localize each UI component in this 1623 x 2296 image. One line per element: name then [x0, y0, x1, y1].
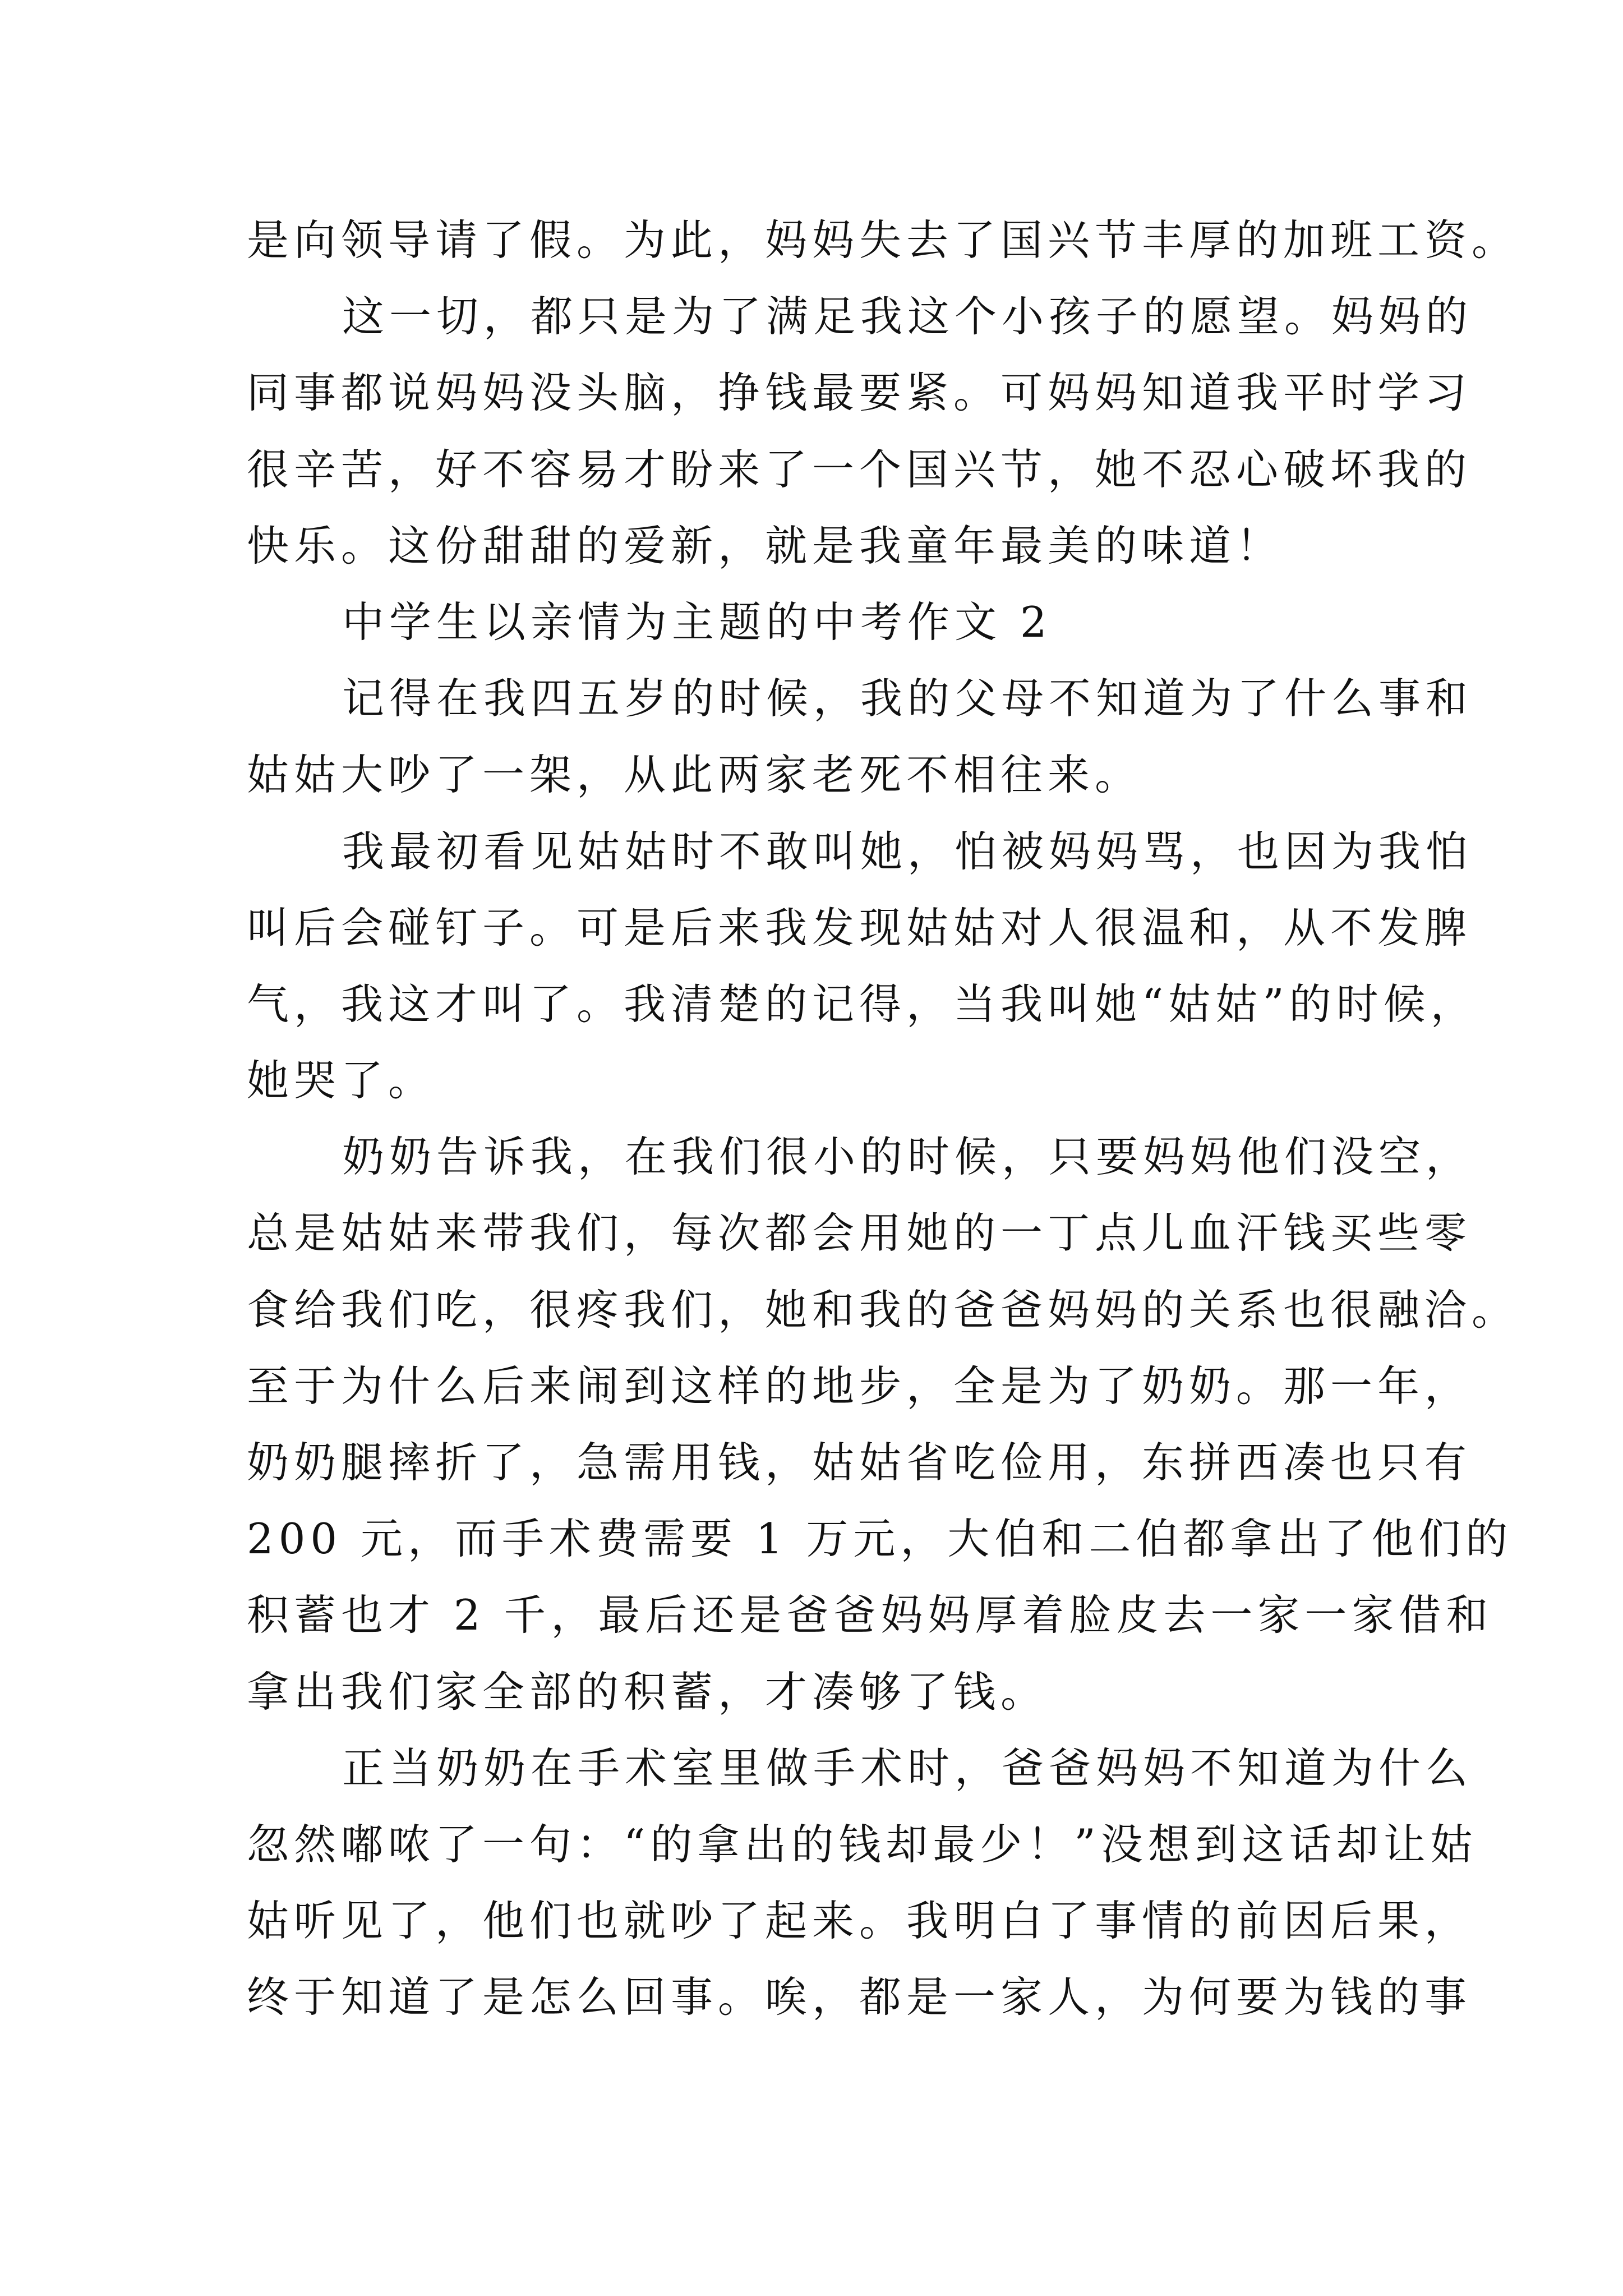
- text-line: 快乐。这份甜甜的爱新，就是我童年最美的味道！: [247, 521, 1284, 570]
- text-line: 同事都说妈妈没头脑，挣钱最要紧。可妈妈知道我平时学习: [247, 368, 1472, 418]
- text-line: 食给我们吃，很疼我们，她和我的爸爸妈妈的关系也很融洽。: [247, 1285, 1519, 1335]
- text-line: 忽然嘟哝了一句：“的拿出的钱却最少！”没想到这话却让姑: [247, 1819, 1478, 1869]
- text-line: 总是姑姑来带我们，每次都会用她的一丁点儿血汗钱买些零: [247, 1208, 1472, 1258]
- text-line: 我最初看见姑姑时不敢叫她，怕被妈妈骂，也因为我怕: [342, 826, 1473, 876]
- essay-body: [247, 202, 1519, 2036]
- text-line: 她哭了。: [247, 1056, 436, 1106]
- text-line: 奶奶告诉我，在我们很小的时候，只要妈妈他们没空，: [342, 1132, 1473, 1182]
- text-line: 很辛苦，好不容易才盼来了一个国兴节，她不忍心破坏我的: [247, 444, 1472, 494]
- text-line: 气，我这才叫了。我清楚的记得，当我叫她“姑姑”的时候，: [247, 979, 1478, 1029]
- text-line: 积蓄也才 2 千，最后还是爸爸妈妈厚着脸皮去一家一家借和: [247, 1590, 1493, 1640]
- text-line: 正当奶奶在手术室里做手术时，爸爸妈妈不知道为什么: [342, 1743, 1473, 1793]
- text-line: 是向领导请了假。为此，妈妈失去了国兴节丰厚的加班工资。: [247, 215, 1519, 265]
- text-line: 200 元，而手术费需要 1 万元，大伯和二伯都拿出了他们的: [247, 1514, 1513, 1564]
- essay-heading: 中学生以亲情为主题的中考作文 2: [342, 597, 1052, 647]
- text-line: 至于为什么后来闹到这样的地步，全是为了奶奶。那一年，: [247, 1361, 1472, 1411]
- text-line: 姑听见了，他们也就吵了起来。我明白了事情的前因后果，: [247, 1896, 1472, 1946]
- text-line: 这一切，都只是为了满足我这个小孩子的愿望。妈妈的: [342, 292, 1473, 342]
- text-line: 叫后会碰钉子。可是后来我发现姑姑对人很温和，从不发脾: [247, 903, 1472, 953]
- text-line: 姑姑大吵了一架，从此两家老死不相往来。: [247, 750, 1142, 800]
- text-line: 奶奶腿摔折了，急需用钱，姑姑省吃俭用，东拼西凑也只有: [247, 1438, 1472, 1487]
- text-line: 终于知道了是怎么回事。唉，都是一家人，为何要为钱的事: [247, 1972, 1472, 2022]
- text-line: 拿出我们家全部的积蓄，才凑够了钱。: [247, 1667, 1048, 1717]
- text-line: 记得在我四五岁的时候，我的父母不知道为了什么事和: [342, 674, 1473, 724]
